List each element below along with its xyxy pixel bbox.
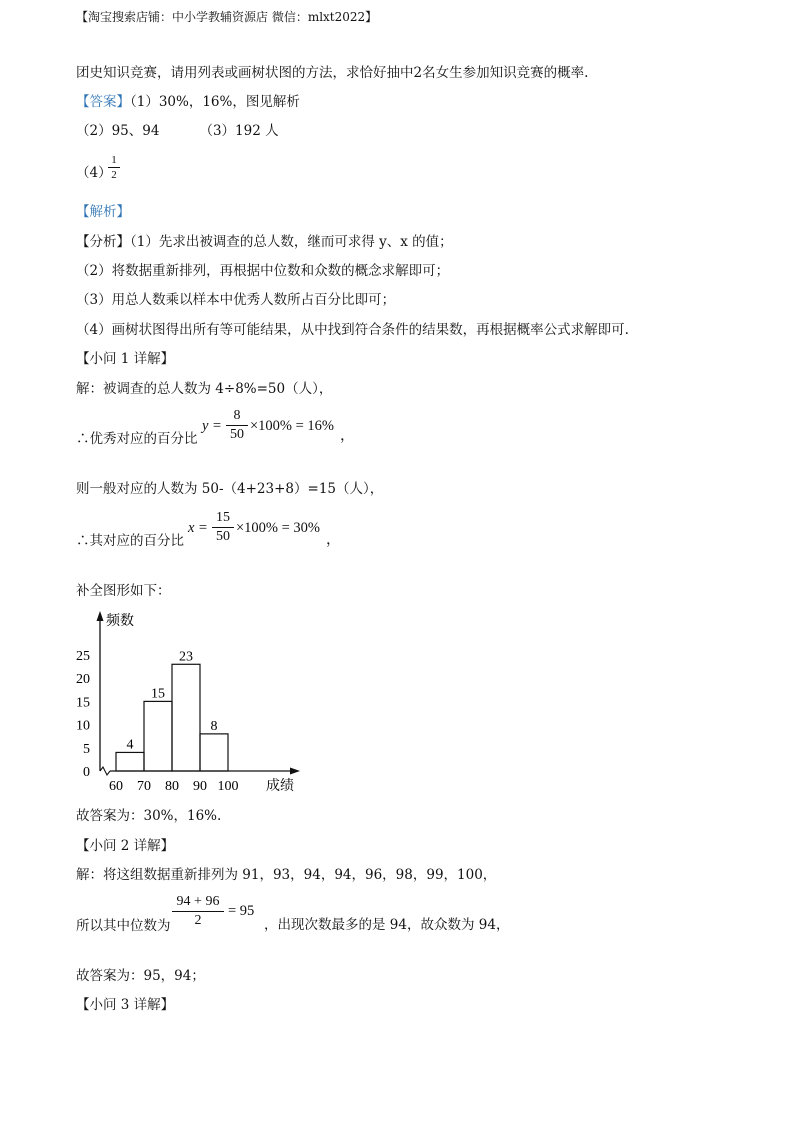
answer-4-fraction [108,154,120,181]
y-axis-label: 频数 [106,614,134,629]
y-tick-label: 25 [76,649,90,664]
q1-line-4-lhs [188,520,208,537]
y-tick-label: 20 [76,672,90,688]
bar-data-label: 4 [126,737,134,753]
bar-data-label: 8 [210,718,218,734]
answer-line-4 [76,164,112,182]
fraction-bar [212,527,234,528]
q2-line-1: 解：将这组数据重新排列为 91，93，94，94，96，98，99，100， [76,867,497,883]
numerator: 15 [216,510,230,525]
denominator: 50 [216,529,230,544]
answer-line-1 [76,93,300,111]
analysis-tag: 【解析】 [76,204,130,220]
answer-4-prefix: （4） [76,165,112,181]
q1-line-2-fraction [226,408,248,443]
analysis-3: （3）用总人数乘以样本中优秀人数所占百分比即可； [76,292,396,308]
answer-line-2 [76,122,279,140]
x-tick-label: 90 [193,779,207,794]
answer-tag: 【答案】 [76,94,130,110]
histogram-chart [70,605,310,805]
analysis-4: （4）画树状图得出所有等可能结果，从中找到符合条件的结果数，再根据概率公式求解即可. [76,322,629,338]
answer-2: （2）95、94 [76,123,160,139]
analysis-1: 【分析】（1）先求出被调查的总人数，继而可求得 y、x 的值； [76,234,453,250]
q1-line-4-end: ， [326,532,341,548]
histogram-bar [116,752,144,771]
q1-line-4-rhs: ×100% = 30% [236,520,321,536]
x-tick-label: 100 [217,779,239,794]
q2-median-rhs: = 95 [228,903,255,919]
numerator: 94 + 96 [176,894,220,909]
x-tick-label: 80 [165,779,179,794]
q1-line-6: 故答案为：30%，16%. [76,808,222,824]
q1-title: 【小问 1 详解】 [76,351,175,367]
answer-1: （1）30%，16%，图见解析 [130,94,300,110]
q2-median-fraction [172,894,224,929]
fraction-bar [226,425,248,426]
y-tick-label: 5 [83,741,90,757]
q1-line-2-text: ∴优秀对应的百分比 [76,431,198,447]
y-axis-arrow [97,611,104,621]
x-tick-label: 60 [109,779,123,794]
numerator: 8 [233,408,241,423]
q2-line-2-text: 所以其中位数为 [76,918,171,934]
q2-title: 【小问 2 详解】 [76,838,175,854]
q1-line-1: 解：被调查的总人数为 4÷8%=50（人）， [76,381,333,397]
q2-line-3: 故答案为：95，94； [76,968,205,984]
axis-break-zigzag [100,767,110,775]
y-tick-label: 10 [76,718,90,734]
bar-data-label: 15 [151,686,165,702]
var-x: x = [188,520,208,536]
q1-line-4-fraction [212,510,234,545]
answer-4-numerator: 1 [111,154,117,166]
histogram-bar [200,734,228,771]
q1-line-2-rhs: ×100% = 16% [250,418,335,434]
x-axis-arrow [290,768,300,775]
q1-line-2-lhs [202,418,222,435]
q1-line-5: 补全图形如下： [76,583,171,599]
q2-line-2-end: ，出现次数最多的是 94，故众数为 94， [264,917,510,933]
x-axis-label: 成绩 [266,779,294,794]
answer-3: （3）192 人 [199,123,279,139]
fraction-bar [172,911,224,912]
q1-line-2-end: ， [340,428,355,444]
histogram-bar [172,664,200,771]
intro-text: 团史知识竞赛，请用列表或画树状图的方法，求恰好抽中2名女生参加知识竞赛的概率. [76,65,589,81]
var-y: y = [202,418,222,434]
y-tick-label: 0 [83,765,90,780]
q3-title: 【小问 3 详解】 [76,997,175,1013]
histogram-axes [97,611,301,794]
answer-4-denominator: 2 [111,169,117,181]
q1-line-4-text: ∴其对应的百分比 [76,533,184,549]
denominator: 50 [230,427,244,442]
analysis-2: （2）将数据重新排列，再根据中位数和众数的概念求解即可； [76,263,450,279]
bar-data-label: 23 [179,649,193,665]
denominator: 2 [194,913,202,928]
histogram-bar [144,701,172,771]
fraction-bar [108,167,120,168]
y-tick-label: 15 [76,695,90,711]
q1-line-3: 则一般对应的人数为 50-（4+23+8）=15（人）， [76,481,384,497]
page-header: 【淘宝搜索店铺：中小学教辅资源店 微信：mlxt2022】 [76,10,378,24]
x-tick-label: 70 [137,779,151,794]
